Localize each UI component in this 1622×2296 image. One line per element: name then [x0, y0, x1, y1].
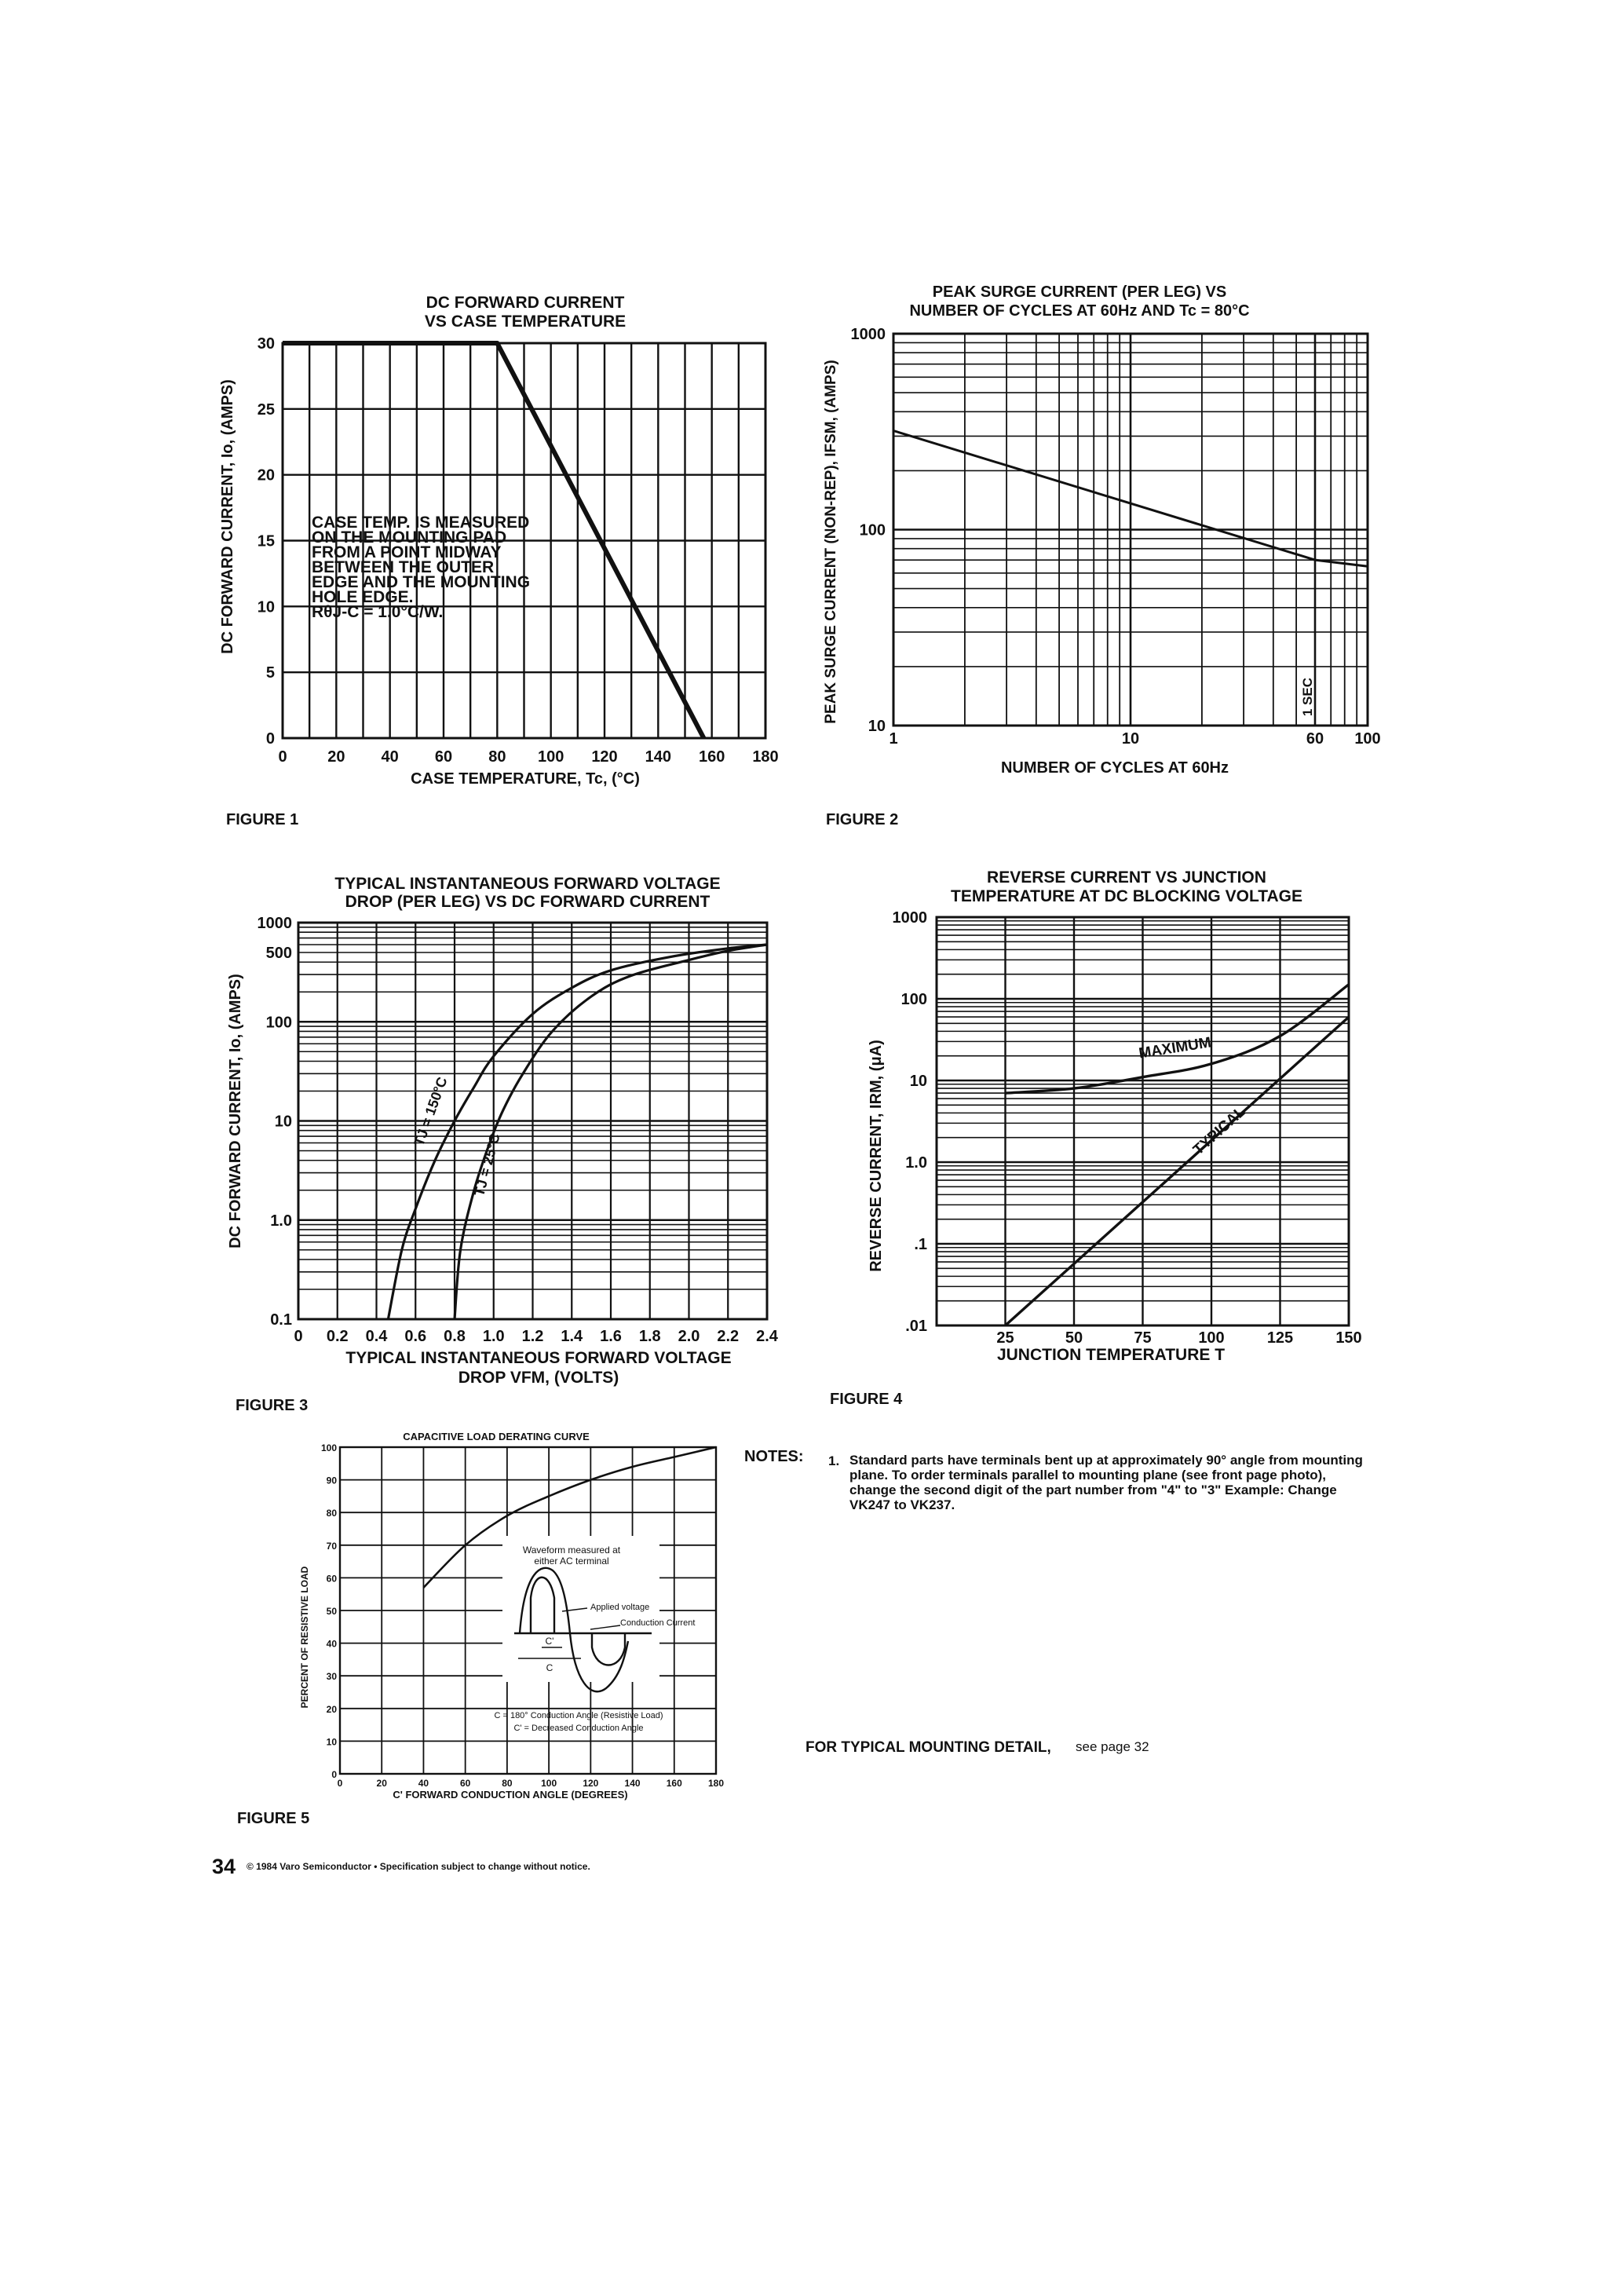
fig3-label: FIGURE 3 [236, 1397, 309, 1414]
series-line-maximum [1006, 985, 1350, 1093]
x-tick-label: 50 [1065, 1329, 1083, 1347]
figure-5 [237, 1431, 724, 1827]
notes-line: VK247 to VK237. [849, 1497, 955, 1512]
x-tick-label: 125 [1266, 1329, 1294, 1347]
x-tick-label: 2.0 [678, 1328, 700, 1345]
y-tick-label: 1000 [257, 915, 292, 932]
fig1-x-label: CASE TEMPERATURE, Tc, (°C) [411, 770, 640, 788]
fig5-label: FIGURE 5 [237, 1810, 310, 1827]
x-tick-label: 25 [996, 1329, 1014, 1347]
y-tick-label: 1000 [850, 326, 886, 343]
y-tick-label: 0 [331, 1769, 337, 1780]
footer-text: © 1984 Varo Semiconductor • Specification subject to change without notice. [247, 1861, 590, 1872]
fig3-title-line2: DROP (PER LEG) VS DC FORWARD CURRENT [345, 893, 711, 911]
inset-label-applied: Applied voltage [590, 1603, 650, 1612]
fig1-title-line2: VS CASE TEMPERATURE [424, 313, 627, 331]
y-tick-label: 100 [320, 1442, 337, 1453]
fig4-label: FIGURE 4 [830, 1391, 903, 1408]
x-tick-label: 20 [327, 748, 345, 766]
inset-legend-2: C' = Decreased Conduction Angle [513, 1724, 644, 1733]
x-tick-label: 150 [1335, 1329, 1362, 1347]
x-tick-label: 100 [541, 1778, 557, 1789]
x-tick-label: 75 [1134, 1329, 1152, 1347]
fig4-x-label: JUNCTION TEMPERATURE T [996, 1346, 1226, 1364]
y-tick-label: 20 [257, 466, 275, 484]
fig3-plot-area [258, 915, 779, 1345]
x-tick-label: 0.8 [444, 1328, 466, 1345]
fig1-title-line1: DC FORWARD CURRENT [426, 294, 625, 312]
fig3-x-label-line1: TYPICAL INSTANTANEOUS FORWARD VOLTAGE [345, 1349, 732, 1367]
y-tick-label: 0 [265, 730, 275, 748]
y-tick-label: 60 [326, 1573, 337, 1585]
figure-4 [830, 868, 1362, 1408]
x-tick-label: 120 [583, 1778, 599, 1789]
y-tick-label: 100 [901, 991, 927, 1008]
notes-line: plane. To order terminals parallel to mounting plane (see front page photo), [849, 1468, 1327, 1483]
fig2-title-line1: PEAK SURGE CURRENT (PER LEG) VS [932, 283, 1227, 301]
y-tick-label: 80 [326, 1508, 337, 1519]
x-tick-label: 20 [376, 1778, 387, 1789]
y-tick-label: 1.0 [905, 1154, 927, 1172]
y-tick-label: 0.1 [270, 1311, 292, 1329]
notes-line: change the second digit of the part number from "4" to "3" Example: Change [849, 1483, 1337, 1497]
fig5-x-label: C' FORWARD CONDUCTION ANGLE (DEGREES) [393, 1789, 628, 1801]
figure-3 [227, 875, 779, 1414]
y-tick-label: 500 [265, 945, 292, 963]
x-tick-label: 0.4 [365, 1328, 388, 1345]
fig4-plot-area [893, 909, 1362, 1347]
series-label-tj-25: TJ = 25°C [471, 1132, 503, 1198]
x-tick-label: 60 [1306, 730, 1324, 748]
x-tick-label: 0.6 [404, 1328, 427, 1345]
x-tick-label: 160 [698, 748, 725, 766]
y-tick-label: 10 [868, 718, 886, 735]
fig1-note-line: ON THE MOUNTING PAD [312, 528, 507, 547]
fig5-y-label: PERCENT OF RESISTIVE LOAD [299, 1566, 310, 1709]
y-tick-label: 30 [257, 335, 275, 353]
y-tick-label: 1000 [892, 909, 927, 927]
fig2-y-label: PEAK SURGE CURRENT (NON-REP), IFSM, (AMPS) [823, 360, 839, 724]
fig2-title-line2: NUMBER OF CYCLES AT 60Hz AND Tc = 80°C [909, 302, 1250, 320]
fig1-note-line: FROM A POINT MIDWAY [312, 543, 502, 561]
y-tick-label: 10 [257, 598, 275, 616]
x-tick-label: 2.2 [717, 1328, 740, 1345]
x-tick-label: 120 [591, 748, 618, 766]
inset-label-cprime: C' [545, 1636, 554, 1647]
notes-heading: NOTES: [744, 1448, 804, 1465]
x-tick-label: 140 [624, 1778, 641, 1789]
fig3-y-label: DC FORWARD CURRENT, Io, (AMPS) [227, 974, 244, 1249]
fig1-note-line: HOLE EDGE. [312, 588, 414, 606]
y-tick-label: 10 [274, 1113, 292, 1131]
fig3-x-label-line2: DROP VFM, (VOLTS) [458, 1369, 619, 1387]
x-tick-label: 80 [488, 748, 506, 766]
figure-2 [823, 283, 1381, 828]
series-label-typical: TYPICAL [1190, 1103, 1249, 1159]
fig2-plot-area [851, 326, 1381, 748]
figure-1 [219, 294, 779, 828]
notes-block [744, 1448, 1363, 1512]
y-tick-label: 20 [326, 1703, 337, 1715]
series-line-tj-150 [388, 945, 767, 1319]
x-tick-label: 100 [537, 748, 564, 766]
x-tick-label: 1.4 [561, 1328, 583, 1345]
x-tick-label: 100 [1354, 730, 1381, 748]
x-tick-label: 1.0 [482, 1328, 505, 1345]
series-label-maximum: MAXIMUM [1138, 1034, 1213, 1062]
y-tick-label: 10 [909, 1073, 927, 1090]
x-tick-label: 1.2 [521, 1328, 544, 1345]
x-tick-label: 1.8 [638, 1328, 661, 1345]
inset-label-conduction: Conduction Current [620, 1618, 696, 1628]
x-tick-label: 180 [752, 748, 779, 766]
notes-line: Standard parts have terminals bent up at approximately 90° angle from mounting [849, 1453, 1363, 1468]
x-tick-label: 160 [666, 1778, 682, 1789]
y-tick-label: 50 [326, 1606, 337, 1617]
y-tick-label: 100 [265, 1014, 292, 1032]
fig4-y-label: REVERSE CURRENT, IRM, (μA) [868, 1040, 885, 1272]
inset-label-waveform-1: Waveform measured at [522, 1545, 621, 1556]
x-tick-label: 2.4 [756, 1328, 778, 1345]
y-tick-label: 1.0 [270, 1212, 292, 1230]
fig1-note-line: BETWEEN THE OUTER [312, 558, 495, 576]
fig4-title-line2: TEMPERATURE AT DC BLOCKING VOLTAGE [951, 887, 1302, 905]
y-tick-label: 15 [257, 532, 275, 550]
x-tick-label: 40 [381, 748, 399, 766]
x-tick-label: 100 [1198, 1329, 1225, 1347]
x-tick-label: 60 [459, 1778, 471, 1789]
page-number: 34 [212, 1855, 236, 1878]
x-tick-label: 0 [294, 1328, 303, 1345]
fig5-title: CAPACITIVE LOAD DERATING CURVE [403, 1431, 590, 1442]
fig1-label: FIGURE 1 [226, 811, 299, 828]
fig1-note-line: CASE TEMP. IS MEASURED [312, 514, 530, 532]
x-tick-label: 1 [889, 730, 898, 748]
y-tick-label: 70 [326, 1540, 337, 1552]
y-tick-label: .1 [914, 1236, 927, 1253]
fig2-x-label: NUMBER OF CYCLES AT 60Hz [1000, 759, 1229, 777]
notes-item-number: 1. [828, 1453, 840, 1468]
inset-legend-1: C = 180° Conduction Angle (Resistive Load) [494, 1711, 663, 1720]
x-tick-label: 80 [502, 1778, 513, 1789]
x-tick-label: 40 [418, 1778, 429, 1789]
y-tick-label: .01 [905, 1318, 927, 1335]
x-tick-label: 180 [707, 1778, 725, 1789]
inset-label-waveform-2: either AC terminal [534, 1556, 609, 1567]
fig1-note-line: RθJ-C = 1.0°C/W. [312, 603, 444, 621]
y-tick-label: 30 [326, 1671, 337, 1683]
mounting-detail-ref: see page 32 [1076, 1739, 1149, 1754]
x-tick-label: 1.6 [600, 1328, 622, 1345]
x-tick-label: 0 [278, 748, 287, 766]
y-tick-label: 5 [265, 664, 275, 682]
x-tick-label: 140 [645, 748, 672, 766]
fig1-note-line: EDGE AND THE MOUNTING [312, 573, 531, 591]
inset-label-c: C [546, 1662, 553, 1673]
y-tick-label: 10 [326, 1736, 337, 1748]
y-tick-label: 25 [257, 400, 275, 419]
fig4-title-line1: REVERSE CURRENT VS JUNCTION [987, 868, 1266, 887]
mounting-detail-label: FOR TYPICAL MOUNTING DETAIL, [806, 1739, 1051, 1756]
x-tick-label: 0.2 [326, 1328, 349, 1345]
series-label-tj-150: TJ = 150°C [411, 1074, 451, 1148]
one-second-annotation: 1 SEC [1300, 677, 1316, 717]
y-tick-label: 40 [326, 1638, 337, 1650]
series-line-typical [1006, 1017, 1350, 1325]
y-tick-label: 90 [326, 1475, 337, 1486]
fig1-y-label: DC FORWARD CURRENT, Io, (AMPS) [219, 379, 236, 654]
fig3-title-line1: TYPICAL INSTANTANEOUS FORWARD VOLTAGE [334, 875, 721, 893]
x-tick-label: 10 [1121, 730, 1140, 748]
x-tick-label: 0 [337, 1778, 343, 1789]
x-tick-label: 60 [434, 748, 453, 766]
fig2-label: FIGURE 2 [826, 811, 899, 828]
y-tick-label: 100 [859, 521, 886, 539]
